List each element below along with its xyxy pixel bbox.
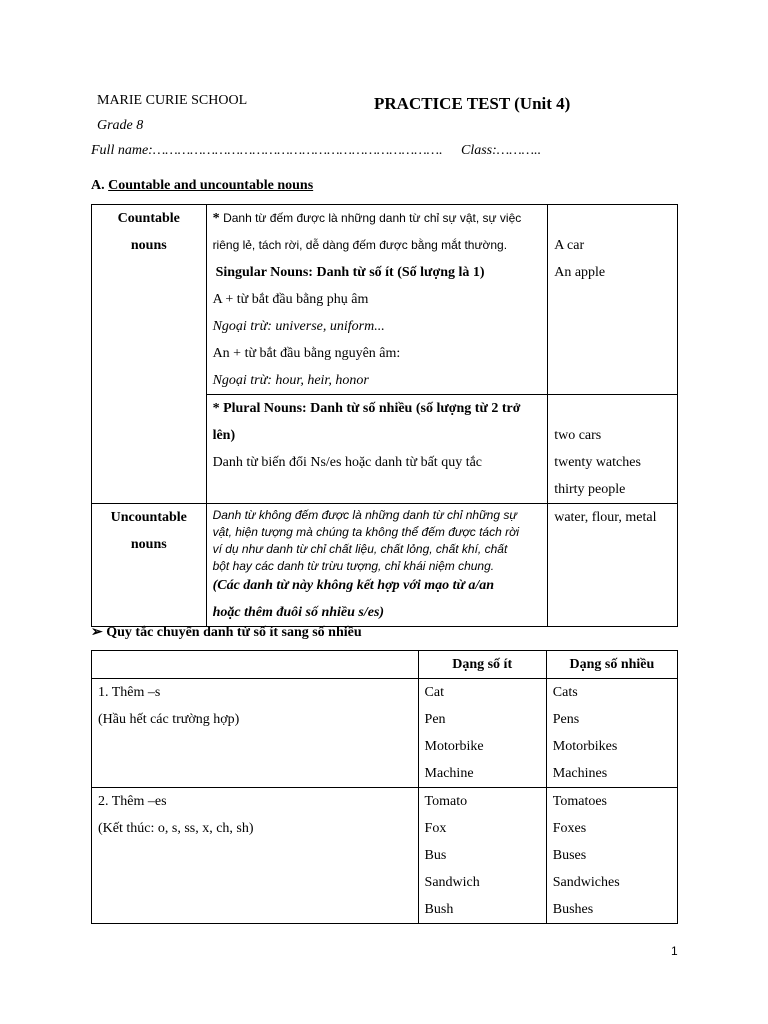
- countable-label-2: nouns: [130, 238, 167, 253]
- uncountable-def-line: bột hay các danh từ trừu tượng, chỉ khái niệm chung.: [212, 559, 495, 573]
- plural-rules-table: [91, 650, 678, 924]
- arrow-bullet-icon: ➢: [91, 625, 103, 640]
- nouns-table: [91, 204, 678, 627]
- rule-an: An + từ bắt đầu bằng nguyên âm:: [212, 346, 401, 361]
- singular-word: Machine: [424, 766, 474, 781]
- singular-heading: Singular Nouns: Danh từ số ít (Số lượng là 1): [215, 265, 485, 280]
- rules-heading: [91, 624, 362, 641]
- class-line: [461, 143, 541, 159]
- singular-word: Pen: [424, 712, 446, 727]
- section-heading: [91, 178, 313, 194]
- singular-examples-cell: [548, 205, 678, 395]
- singular-example: An apple: [554, 265, 606, 280]
- rule-note: (Hầu hết các trường hợp): [98, 712, 240, 727]
- uncountable-label-1: Uncountable: [110, 510, 187, 525]
- singular-word: Fox: [424, 821, 447, 836]
- plural-word: Foxes: [552, 821, 587, 836]
- section-prefix: A.: [91, 178, 109, 193]
- grade-label: Grade 8: [97, 118, 144, 133]
- countable-def-2: riêng lẻ, tách rời, dễ dàng đếm được bằng mắt thường.: [212, 238, 508, 252]
- school-name: MARIE CURIE SCHOOL: [97, 93, 248, 108]
- uncountable-examples-cell: [548, 504, 678, 627]
- plural-example: thirty people: [554, 482, 626, 497]
- except-a: Ngoại trừ: universe, uniform...: [212, 319, 385, 334]
- header-blank-cell: [92, 651, 419, 679]
- countable-def-1: Danh từ đếm được là những danh từ chỉ sự vật, sự việc: [223, 211, 522, 225]
- page-title: PRACTICE TEST (Unit 4): [374, 94, 571, 113]
- singular-word: Bus: [424, 848, 447, 863]
- uncountable-def-line: Danh từ không đếm được là những danh từ chỉ những sự: [212, 508, 517, 522]
- class-label: Class: [461, 143, 493, 158]
- fullname-label: Full name: [91, 143, 149, 158]
- singular-example: A car: [554, 238, 585, 253]
- singular-word: Tomato: [424, 794, 468, 809]
- rule-a: A + từ bắt đầu bằng phụ âm: [212, 292, 369, 307]
- plural-cell: [546, 679, 677, 788]
- singular-cell: [418, 788, 546, 924]
- rule-title: 2. Thêm –es: [98, 794, 167, 809]
- countable-label-cell: [92, 205, 207, 504]
- countable-label-1: Countable: [117, 211, 180, 226]
- plural-heading-1: * Plural Nouns: Danh từ số nhiều (số lượng từ 2 trở: [212, 401, 521, 416]
- countable-def-star: *: [212, 211, 224, 226]
- uncountable-label-2: nouns: [130, 537, 167, 552]
- rule-note: (Kết thúc: o, s, ss, x, ch, sh): [98, 821, 254, 836]
- uncountable-note-1: (Các danh từ này không kết hợp với mạo từ a/an: [212, 578, 495, 593]
- header-plural: Dạng số nhiều: [546, 651, 677, 679]
- plural-definition-cell: [206, 395, 548, 504]
- plural-word: Bushes: [552, 902, 594, 917]
- rules-heading-text: Quy tắc chuyển danh từ số ít sang số nhiều: [106, 625, 362, 640]
- section-title: Countable and uncountable nouns: [108, 178, 314, 193]
- plural-word: Machines: [552, 766, 608, 781]
- uncountable-definition: [213, 504, 542, 575]
- uncountable-note-2: hoặc thêm đuôi số nhiều s/es): [212, 605, 385, 620]
- plural-word: Sandwiches: [552, 875, 620, 890]
- rule-cell: [92, 679, 419, 788]
- singular-word: Cat: [424, 685, 444, 700]
- class-dots: :………..: [492, 143, 542, 158]
- singular-word: Sandwich: [424, 875, 480, 890]
- uncountable-label-cell: [92, 504, 207, 627]
- singular-definition-cell: [206, 205, 548, 395]
- table-row: [92, 679, 678, 788]
- plural-heading-2: lên): [212, 428, 236, 443]
- uncountable-definition-cell: [206, 504, 548, 627]
- plural-example: twenty watches: [554, 455, 641, 470]
- table-header-row: [92, 651, 678, 679]
- fullname-line: [91, 143, 443, 159]
- uncountable-def-line: ví dụ như danh từ chỉ chất liệu, chất lỏng, chất khí, chất: [212, 542, 508, 556]
- except-an: Ngoại trừ: hour, heir, honor: [212, 373, 369, 388]
- fullname-dots: :…………………………………………………………….: [148, 143, 443, 158]
- plural-examples-cell: [548, 395, 678, 504]
- table-row: [92, 788, 678, 924]
- plural-word: Tomatoes: [552, 794, 607, 809]
- header-singular: Dạng số ít: [418, 651, 546, 679]
- rule-title: 1. Thêm –s: [98, 685, 161, 700]
- page-number: 1: [671, 944, 678, 958]
- singular-cell: [418, 679, 546, 788]
- uncountable-row: [92, 504, 678, 627]
- rule-cell: [92, 788, 419, 924]
- singular-word: Bush: [424, 902, 454, 917]
- plural-word: Motorbikes: [552, 739, 618, 754]
- plural-word: Buses: [552, 848, 587, 863]
- plural-word: Pens: [552, 712, 580, 727]
- uncountable-def-line: vật, hiện tượng mà chúng ta không thể đếm được tách rời: [212, 525, 520, 539]
- plural-word: Cats: [552, 685, 578, 700]
- plural-definition: Danh từ biến đổi Ns/es hoặc danh từ bất quy tắc: [212, 455, 483, 470]
- uncountable-examples: water, flour, metal: [554, 510, 657, 525]
- plural-example: two cars: [554, 428, 602, 443]
- singular-word: Motorbike: [424, 739, 484, 754]
- singular-row: [92, 205, 678, 395]
- plural-cell: [546, 788, 677, 924]
